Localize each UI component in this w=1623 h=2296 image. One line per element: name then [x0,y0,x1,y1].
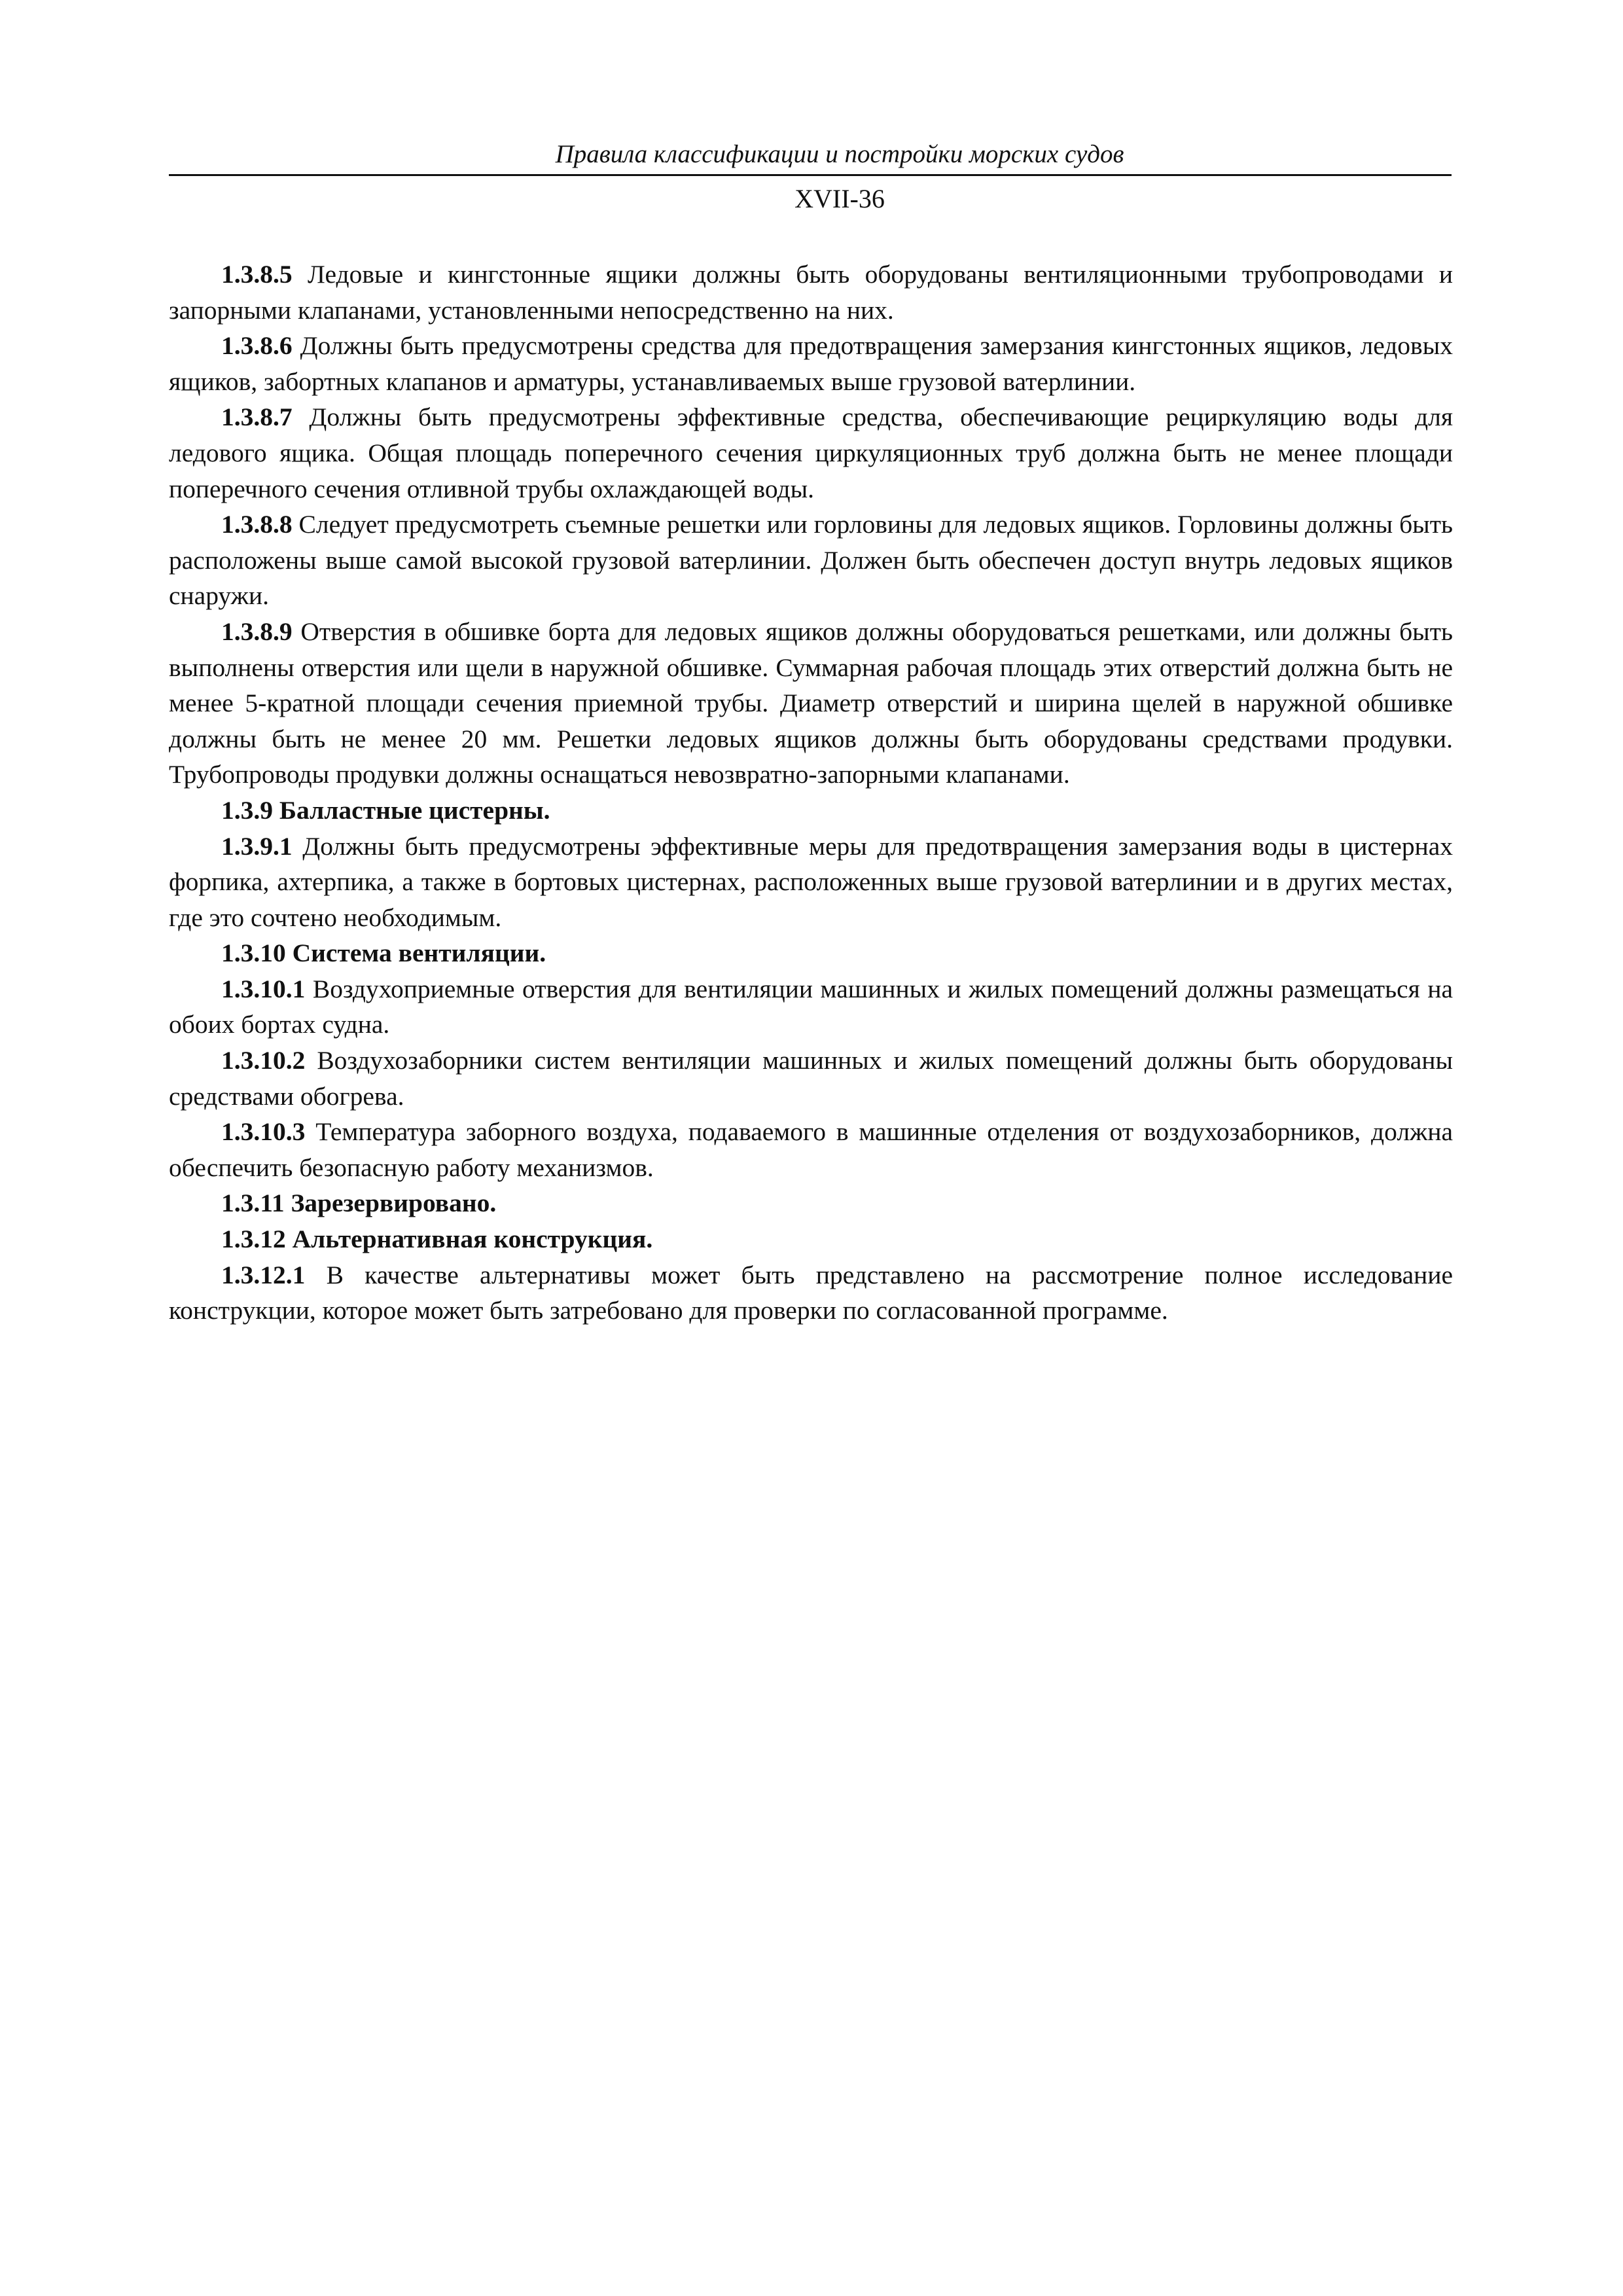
clause-text: Отверстия в обшивке борта для ледовых ящиков должны оборудоваться решетками, или должны быть выполнены отверстия или щели в наружной обшивке. Суммарная рабочая площадь этих отверстий должна быть не менее 5-кратной площади сечения приемной трубы. Диаметр отверстий и ширина щелей в наружной обшивке должны быть не менее 20 мм. Решетки ледовых ящиков должны быть оборудованы средствами продувки. Трубопроводы продувки должны оснащаться невозвратно-запорными клапанами. [169,617,1453,789]
section-number: 1.3.10 [221,939,286,968]
document-body [169,257,1453,1329]
page-number: XVII-36 [794,184,885,213]
clause-number: 1.3.10.2 [221,1046,306,1075]
paragraph-1-3-8-7 [169,399,1453,507]
clause-number: 1.3.8.8 [221,510,293,539]
clause-number: 1.3.12.1 [221,1260,306,1289]
section-number: 1.3.11 [221,1189,285,1218]
section-heading-1-3-12 [169,1221,1453,1257]
clause-number: 1.3.8.5 [221,260,293,289]
page-header [169,137,1452,217]
clause-text: Воздухоприемные отверстия для вентиляции машинных и жилых помещений должны размещаться на обоих бортах судна. [169,974,1453,1039]
paragraph-1-3-10-2 [169,1043,1453,1114]
clause-text: Должны быть предусмотрены эффективные меры для предотвращения замерзания воды в цистернах форпика, ахтерпика, а также в бортовых цистернах, расположенных выше грузовой ватерлинии и в других местах, где это сочтено необходимым. [169,831,1453,932]
section-title: Балластные цистерны. [273,795,550,825]
clause-number: 1.3.8.7 [221,403,293,432]
paragraph-1-3-8-8 [169,507,1453,614]
clause-text: Следует предусмотреть съемные решетки или горловины для ледовых ящиков. Горловины должны быть расположены выше самой высокой грузовой ватерлинии. Должен быть обеспечен доступ внутрь ледовых ящиков снаружи. [169,510,1453,611]
clause-number: 1.3.10.3 [221,1117,306,1147]
clause-text: Воздухозаборники систем вентиляции машинных и жилых помещений должны быть оборудованы средствами обогрева. [169,1046,1453,1111]
section-heading-1-3-9 [169,793,1453,829]
clause-text: Должны быть предусмотрены средства для предотвращения замерзания кингстонных ящиков, ледовых ящиков, забортных клапанов и арматуры, устанавливаемых выше грузовой ватерлинии. [169,331,1453,396]
running-title: Правила классификации и постройки морских судов [555,140,1124,168]
section-heading-1-3-10 [169,935,1453,971]
paragraph-1-3-10-3 [169,1114,1453,1185]
section-heading-1-3-11 [169,1185,1453,1221]
section-title: Система вентиляции. [285,939,546,968]
paragraph-1-3-9-1 [169,829,1453,936]
section-number: 1.3.12 [221,1225,286,1254]
header-rule [169,174,1452,176]
clause-text: Должны быть предусмотрены эффективные средства, обеспечивающие рециркуляцию воды для ледового ящика. Общая площадь поперечного сечения циркуляционных труб должна быть не менее площади поперечного сечения отливной трубы охлаждающей воды. [169,403,1453,503]
clause-number: 1.3.10.1 [221,974,306,1003]
clause-text: Ледовые и кингстонные ящики должны быть оборудованы вентиляционными трубопроводами и запорными клапанами, установленными непосредственно на них. [169,260,1453,325]
clause-text: Температура заборного воздуха, подаваемого в машинные отделения от воздухозаборников, должна обеспечить безопасную работу механизмов. [169,1117,1453,1182]
section-number: 1.3.9 [221,795,273,825]
section-title: Альтернативная конструкция. [285,1225,653,1254]
clause-number: 1.3.8.9 [221,617,293,646]
clause-number: 1.3.8.6 [221,331,293,361]
paragraph-1-3-8-6 [169,328,1453,399]
paragraph-1-3-8-5 [169,257,1453,328]
section-title: Зарезервировано. [284,1189,497,1218]
clause-text: В качестве альтернативы может быть представлено на рассмотрение полное исследование конструкции, которое может быть затребовано для проверки по согласованной программе. [169,1260,1453,1325]
paragraph-1-3-8-9 [169,614,1453,793]
clause-number: 1.3.9.1 [221,831,293,861]
paragraph-1-3-12-1 [169,1257,1453,1329]
paragraph-1-3-10-1 [169,971,1453,1043]
